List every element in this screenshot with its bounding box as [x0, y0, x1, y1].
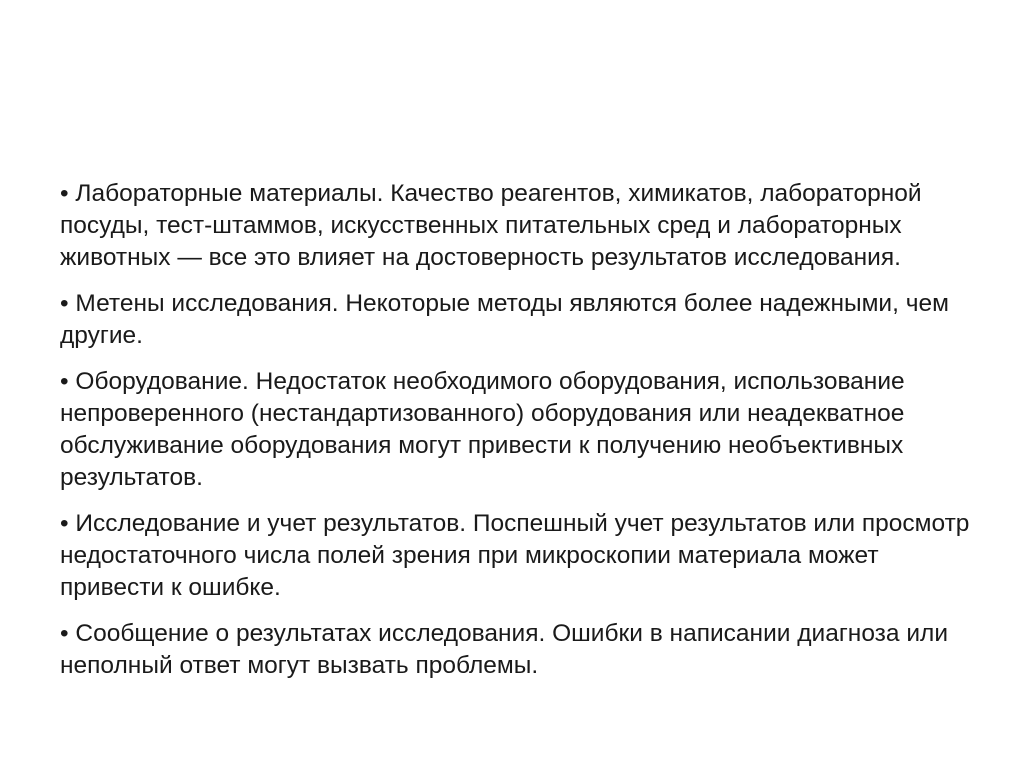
- paragraph-results-accounting: • Исследование и учет результатов. Поспешный учет результатов или просмотр недостаточного числа полей зрения при микроскопии материала может привести к ошибке.: [60, 510, 970, 601]
- slide-body: [60, 178, 970, 696]
- paragraph-equipment: • Оборудование. Недостаток необходимого оборудования, использование непроверенного (нестандартизованного) оборудования или неадекватное обслуживание оборудования могут привести к получению необъективных результатов.: [60, 368, 905, 491]
- paragraph-methods: • Метены исследования. Некоторые методы являются более надежными, чем другие.: [60, 290, 949, 349]
- paragraph-results-report: • Сообщение о результатах исследования. Ошибки в написании диагноза или неполный ответ могут вызвать проблемы.: [60, 620, 949, 679]
- paragraph-lab-materials: • Лабораторные материалы. Качество реагентов, химикатов, лабораторной посуды, тест-штаммов, искусственных питательных сред и лабораторных животных — все это влияет на достоверность результатов исследования.: [60, 180, 922, 271]
